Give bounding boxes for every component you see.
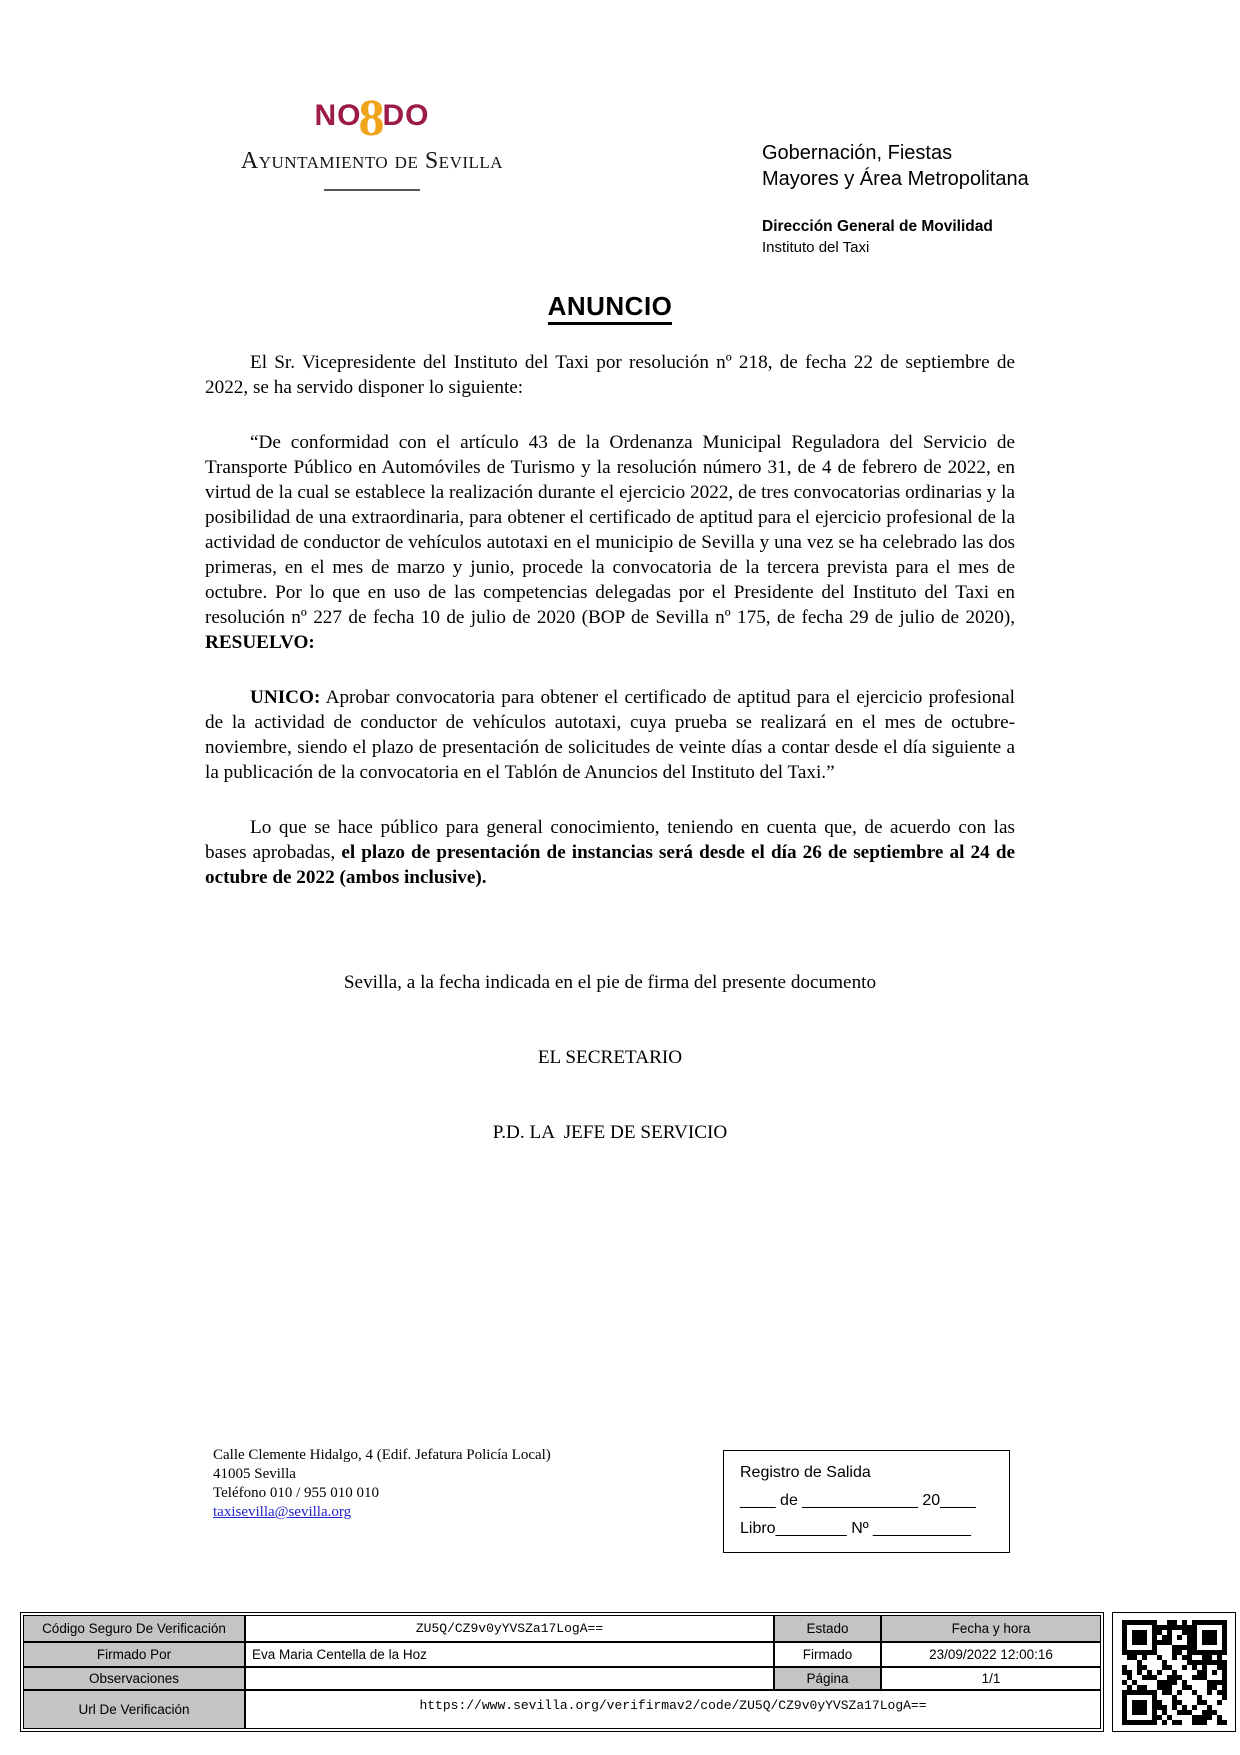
- signature-place-line: Sevilla, a la fecha indicada en el pie de firma del presente documento: [343, 972, 877, 993]
- paragraph-unico: [205, 685, 1015, 785]
- document-body: [205, 350, 1015, 1195]
- logo-text-do: DO: [382, 99, 430, 132]
- url-verificacion-label: Url De Verificación: [23, 1690, 245, 1729]
- department-direction: Dirección General de Movilidad: [762, 218, 993, 235]
- department-area-line2: Mayores y Área Metropolitana: [762, 168, 1029, 190]
- seville-logo: [226, 90, 518, 191]
- department-area-line1: Gobernación, Fiestas: [762, 142, 953, 164]
- paragraph-unico-text: Aprobar convocatoria para obtener el certificado de aptitud para el ejercicio profesional de la actividad de conductor de vehículos autotaxi, cuya prueba se realizará en el mes de octubre-noviembre, siendo el plazo de presentación de solicitudes de veinte días a contar desde el día siguiente a la publicación de la convocatoria en el Tablón de Anuncios del Instituto del Taxi.”: [205, 687, 1015, 783]
- registro-date-line: ____ de _____________ 20____: [740, 1492, 976, 1509]
- madeja-icon: 8: [358, 90, 386, 148]
- department-institute: Instituto del Taxi: [762, 239, 870, 256]
- qr-code: [1112, 1612, 1236, 1732]
- estado-value: Firmado: [774, 1642, 881, 1667]
- department-area: [762, 140, 1102, 192]
- paragraph-public-notice: [205, 815, 1015, 890]
- estado-header: Estado: [774, 1615, 881, 1642]
- unico-label: UNICO:: [250, 687, 321, 708]
- registro-book-line: Libro________ Nº ___________: [740, 1520, 971, 1537]
- signature-role-line: EL SECRETARIO: [537, 1047, 683, 1068]
- signature-block: [205, 920, 1015, 1195]
- qr-code-icon: [1122, 1620, 1227, 1725]
- paragraph-intro-text: El Sr. Vicepresidente del Instituto del Taxi por resolución nº 218, de fecha 22 de septiembre de 2022, se ha servido disponer lo siguiente:: [205, 352, 1015, 398]
- fecha-header: Fecha y hora: [881, 1615, 1101, 1642]
- footer-address: [213, 1446, 551, 1522]
- resuelvo-label: RESUELVO:: [205, 632, 315, 653]
- address-street: Calle Clemente Hidalgo, 4 (Edif. Jefatura Policía Local): [213, 1447, 551, 1463]
- paragraph-public-notice-text: Lo que se hace público para general conocimiento, teniendo en cuenta que, de acuerdo con las bases aprobadas,: [205, 817, 1015, 863]
- registro-salida-box: [723, 1450, 1010, 1553]
- pagina-label: Página: [774, 1667, 881, 1690]
- fecha-value: 23/09/2022 12:00:16: [881, 1642, 1101, 1667]
- deadline-bold-text: el plazo de presentación de instancias será desde el día 26 de septiembre al 24 de octubre de 2022 (ambos inclusive).: [205, 842, 1016, 888]
- email-link[interactable]: taxisevilla@sevilla.org: [213, 1504, 352, 1520]
- csv-label: Código Seguro De Verificación: [23, 1615, 245, 1642]
- paragraph-resolution-text: “De conformidad con el artículo 43 de la Ordenanza Municipal Reguladora del Servicio de Transporte Público en Automóviles de Turismo y la resolución número 31, de 4 de febrero de 2022, en virtud de la cual se establece la realización durante el ejercicio 2022, de tres convocatorias ordinarias y la posibilidad de una extraordinaria, para obtener el certificado de aptitud para el ejercicio profesional de la actividad de conductor de vehículos autotaxi en el municipio de Sevilla y una vez se ha celebrado las dos primeras, en el mes de marzo y junio, procede la convocatoria de la tercera prevista para el mes de octubre. Por lo que en uso de las competencias delegadas por el Presidente del Instituto del Taxi en resolución nº 227 de fecha 10 de julio de 2020 (BOP de Sevilla nº 175, de fecha 29 de julio de 2020),: [205, 432, 1015, 628]
- logo-text-no: NO: [314, 99, 362, 132]
- firmado-por-label: Firmado Por: [23, 1642, 245, 1667]
- address-city: 41005 Sevilla: [213, 1466, 296, 1482]
- department-header: [762, 140, 1102, 256]
- firmado-por-value: Eva Maria Centella de la Hoz: [245, 1642, 774, 1667]
- pagina-value: 1/1: [881, 1667, 1101, 1690]
- registro-title: Registro de Salida: [740, 1464, 871, 1481]
- logo-subtitle: Ayuntamiento de Sevilla: [240, 148, 504, 174]
- paragraph-resolution: [205, 430, 1015, 655]
- observaciones-value: [245, 1667, 774, 1690]
- signature-delegate-line: P.D. LA JEFE DE SERVICIO: [492, 1122, 728, 1143]
- csv-value: ZU5Q/CZ9v0yYVSZa17LogA==: [245, 1615, 774, 1642]
- observaciones-label: Observaciones: [23, 1667, 245, 1690]
- logo-divider: [324, 189, 420, 191]
- document-title: ANUNCIO: [548, 291, 673, 325]
- nosdo-emblem-icon: [226, 90, 518, 148]
- url-verificacion-value: https://www.sevilla.org/verifirmav2/code/ZU5Q/CZ9v0yYVSZa17LogA==: [245, 1690, 1101, 1729]
- document-title-row: [205, 291, 1015, 322]
- address-phone: Teléfono 010 / 955 010 010: [213, 1485, 380, 1501]
- verification-table: [20, 1612, 1104, 1732]
- paragraph-intro: [205, 350, 1015, 400]
